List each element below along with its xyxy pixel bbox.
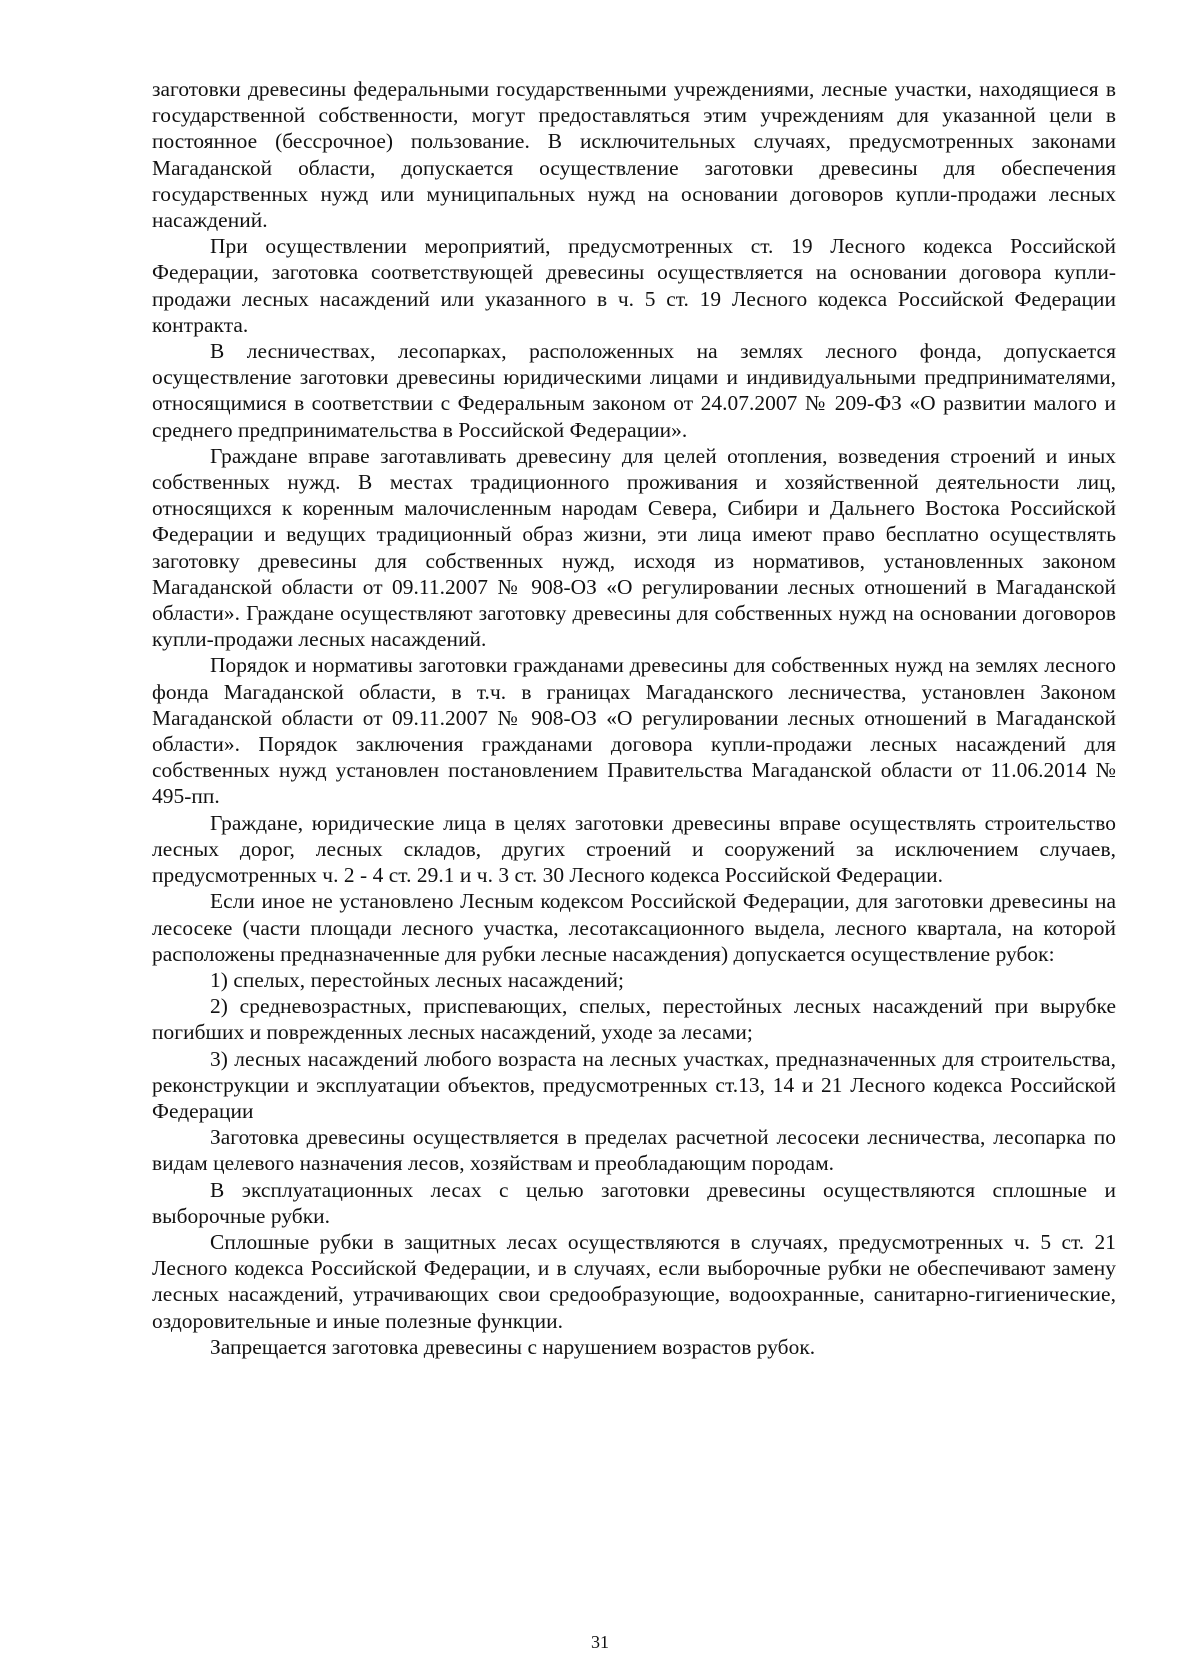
list-item: 3) лесных насаждений любого возраста на лесных участках, предназначенных для строительства, реконструкции и эксплуатации объектов, предусмотренных ст.13, 14 и 21 Лесного кодекса Российской Федерации (152, 1046, 1116, 1123)
paragraph: Граждане, юридические лица в целях заготовки древесины вправе осуществлять строительство лесных дорог, лесных складов, других строений и сооружений за исключением случаев, предусмотренных ч. 2 - 4 ст. 29.1 и ч. 3 ст. 30 Лесного кодекса Российской Федерации. (152, 810, 1116, 888)
page-number: 31 (591, 1632, 609, 1652)
paragraph: Граждане вправе заготавливать древесину для целей отопления, возведения строений и иных собственных нужд. В местах традиционного проживания и хозяйственной деятельности лиц, относящихся к коренным малочисленным народам Севера, Сибири и Дальнего Востока Российской Федерации и ведущих традиционный образ жизни, эти лица имеют право бесплатно осуществлять заготовку древесины для собственных нужд, исходя из нормативов, установленных законом Магаданской области от 09.11.2007 № 908-ОЗ «О регулировании лесных отношений в Магаданской области». Граждане осуществляют заготовку древесины для собственных нужд на основании договоров купли-продажи лесных насаждений. (152, 443, 1116, 652)
paragraph: Запрещается заготовка древесины с нарушением возрастов рубок. (210, 1334, 816, 1359)
paragraph: При осуществлении мероприятий, предусмотренных ст. 19 Лесного кодекса Российской Федерации, заготовка соответствующей древесины осуществляется на основании договора купли-продажи лесных насаждений или указанного в ч. 5 ст. 19 Лесного кодекса Российской Федерации контракта. (152, 234, 1116, 337)
paragraph: Порядок и нормативы заготовки гражданами древесины для собственных нужд на землях лесного фонда Магаданской области, в т.ч. в границах Магаданского лесничества, установлен Законом Магаданской области от 09.11.2007 № 908-ОЗ «О регулировании лесных отношений в Магаданской области». Порядок заключения гражданами договора купли-продажи лесных насаждений для собственных нужд установлен постановлением Правительства Магаданской области от 11.06.2014 № 495-пп. (152, 653, 1116, 809)
paragraph: Сплошные рубки в защитных лесах осуществляются в случаях, предусмотренных ч. 5 ст. 21 Лесного кодекса Российской Федерации, и в случаях, если выборочные рубки не обеспечивают замену лесных насаждений, утрачивающих свои средообразующие, водоохранные, санитарно-гигиенические, оздоровительные и иные полезные функции. (152, 1229, 1116, 1333)
list-item: 1) спелых, перестойных лесных насаждений; (210, 967, 625, 992)
paragraph-continuation: заготовки древесины федеральными государственными учреждениями, лесные участки, находящиеся в государственной собственности, могут предоставляться этим учреждениям для указанной цели в постоянное (бессрочное) пользование. В исключительных случаях, предусмотренных законами Магаданской области, допускается осуществление заготовки древесины для обеспечения государственных нужд или муниципальных нужд на основании договоров купли-продажи лесных насаждений. (152, 77, 1116, 233)
paragraph: Если иное не установлено Лесным кодексом Российской Федерации, для заготовки древесины на лесосеке (части площади лесного участка, лесотаксационного выдела, лесного квартала, на которой расположены предназначенные для рубки лесные насаждения) допускается осуществление рубок: (152, 889, 1116, 966)
list-item: 2) средневозрастных, приспевающих, спелых, перестойных лесных насаждений при вырубке погибших и поврежденных лесных насаждений, уходе за лесами; (152, 994, 1116, 1045)
document-page (152, 76, 1116, 1360)
paragraph: Заготовка древесины осуществляется в пределах расчетной лесосеки лесничества, лесопарка по видам целевого назначения лесов, хозяйствам и преобладающим породам. (152, 1125, 1116, 1176)
paragraph: В эксплуатационных лесах с целью заготовки древесины осуществляются сплошные и выборочные рубки. (152, 1177, 1116, 1228)
paragraph: В лесничествах, лесопарках, расположенных на землях лесного фонда, допускается осуществление заготовки древесины юридическими лицами и индивидуальными предпринимателями, относящимися в соответствии с Федеральным законом от 24.07.2007 № 209-ФЗ «О развитии малого и среднего предпринимательства в Российской Федерации». (152, 339, 1116, 442)
